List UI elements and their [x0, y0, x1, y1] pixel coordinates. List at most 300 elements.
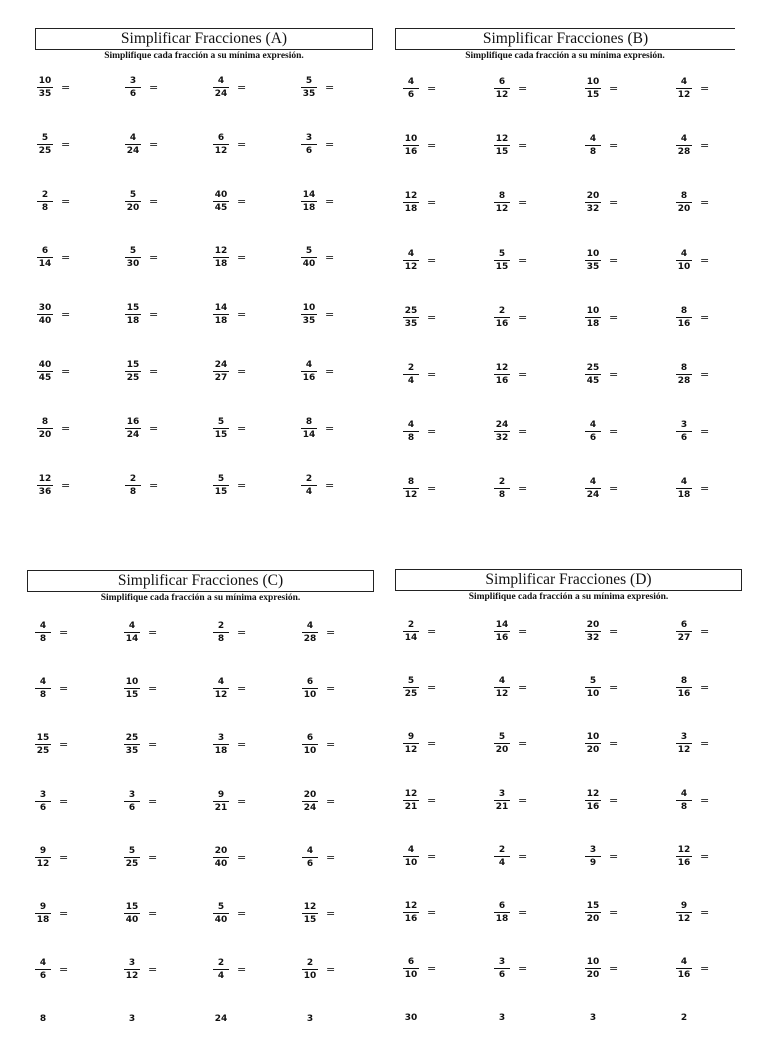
denominator: 20 [586, 745, 600, 756]
denominator: 40 [214, 915, 228, 925]
fraction-problem [302, 733, 372, 759]
denominator: 12 [495, 689, 509, 700]
numerator: 10 [586, 305, 600, 316]
equals-sign: = [237, 626, 247, 639]
denominator: 12 [214, 145, 228, 156]
denominator: 27 [214, 373, 228, 383]
denominator: 21 [404, 801, 418, 812]
denominator: 12 [36, 858, 50, 869]
denominator: 12 [404, 490, 418, 501]
denominator: 18 [302, 202, 316, 213]
numerator: 2 [403, 363, 419, 375]
numerator: 24 [214, 360, 228, 370]
equals-sign: = [518, 139, 528, 153]
numerator: 8 [494, 191, 510, 203]
fraction-problem [585, 789, 655, 815]
equals-sign: = [61, 365, 71, 378]
fraction-problem [213, 1014, 283, 1040]
denominator: 18 [126, 316, 140, 327]
fraction-problem [676, 901, 746, 927]
fraction [585, 249, 601, 272]
fraction-problem [124, 621, 194, 647]
fraction [37, 190, 53, 213]
fraction-problem [37, 417, 107, 443]
fraction-problem [494, 134, 564, 160]
fraction [585, 957, 601, 980]
denominator: 18 [214, 746, 228, 757]
fraction-problem [213, 133, 283, 159]
fraction-problem [213, 246, 283, 272]
numerator: 15 [126, 360, 140, 370]
fraction-problem [585, 845, 655, 871]
fraction [213, 677, 229, 700]
numerator: 10 [586, 248, 600, 259]
equals-sign: = [609, 906, 619, 919]
denominator: 24 [126, 429, 140, 440]
denominator: 6 [680, 433, 688, 444]
equals-sign: = [427, 482, 437, 496]
equals-sign: = [325, 421, 335, 435]
fraction [585, 477, 601, 500]
fraction-problem [676, 477, 746, 503]
numerator: 5 [213, 474, 229, 486]
numerator: 4 [213, 677, 229, 689]
numerator: 30 [404, 1013, 418, 1024]
numerator: 24 [214, 1014, 228, 1025]
fraction [585, 363, 601, 386]
fraction [403, 134, 419, 157]
denominator: 25 [125, 858, 139, 869]
fraction [585, 77, 601, 100]
denominator: 24 [303, 802, 317, 813]
fraction [37, 133, 53, 156]
equals-sign: = [427, 737, 437, 751]
fraction [302, 677, 318, 700]
fraction-problem [35, 958, 105, 984]
denominator: 10 [303, 971, 317, 982]
numerator: 8 [39, 1014, 47, 1025]
equals-sign: = [700, 482, 710, 496]
numerator: 4 [403, 249, 419, 261]
equals-sign: = [518, 253, 528, 267]
fraction-problem [37, 474, 107, 500]
fraction-problem [494, 363, 564, 389]
equals-sign: = [61, 137, 71, 151]
fraction-problem [403, 363, 473, 389]
numerator: 3 [124, 958, 140, 970]
fraction-problem [585, 901, 655, 927]
equals-sign: = [700, 253, 710, 267]
fraction-problem [585, 1013, 655, 1039]
fraction [301, 360, 317, 383]
numerator: 9 [35, 902, 51, 914]
fraction [124, 621, 140, 644]
numerator: 2 [125, 474, 141, 486]
fraction [213, 303, 229, 326]
fraction-problem [37, 190, 107, 216]
fraction-problem [585, 620, 655, 646]
fraction [585, 901, 601, 924]
numerator: 20 [586, 620, 600, 630]
equals-sign: = [325, 478, 335, 492]
fraction-problem [302, 1014, 372, 1040]
fraction [676, 901, 692, 924]
equals-sign: = [427, 139, 437, 153]
fraction [403, 620, 419, 643]
equals-sign: = [148, 682, 158, 696]
fraction-problem [125, 303, 195, 329]
numerator: 12 [495, 363, 509, 373]
fraction [494, 363, 510, 386]
fraction [124, 677, 140, 700]
equals-sign: = [237, 365, 247, 378]
fraction [403, 732, 419, 755]
denominator: 15 [495, 261, 509, 272]
denominator: 4 [305, 486, 313, 497]
fraction-problem [301, 303, 371, 329]
fraction [676, 957, 692, 980]
equals-sign: = [518, 625, 528, 638]
numerator: 8 [676, 306, 692, 318]
denominator: 12 [214, 690, 228, 701]
denominator: 18 [495, 914, 509, 924]
numerator: 12 [404, 788, 418, 799]
fraction-problem [125, 76, 195, 102]
equals-sign: = [700, 906, 710, 919]
fraction [403, 957, 419, 980]
numerator: 3 [125, 76, 141, 88]
fraction [213, 902, 229, 925]
equals-sign: = [427, 425, 437, 439]
fraction-problem [124, 1014, 194, 1040]
fraction-problem [301, 417, 371, 443]
fraction [213, 76, 229, 99]
equals-sign: = [427, 849, 437, 863]
equals-sign: = [61, 478, 71, 492]
equals-sign: = [427, 681, 437, 695]
fraction [37, 76, 53, 99]
fraction [494, 901, 510, 924]
equals-sign: = [237, 478, 247, 492]
equals-sign: = [326, 682, 336, 696]
numerator: 4 [403, 420, 419, 432]
fraction [494, 306, 510, 329]
denominator: 25 [36, 746, 50, 757]
fraction [124, 733, 140, 756]
equals-sign: = [427, 196, 437, 210]
worksheet-instructions: Simplifique cada fracción a su mínima expresión. [465, 51, 665, 61]
fraction [585, 1013, 601, 1024]
fraction-problem [494, 620, 564, 646]
fraction [301, 303, 317, 326]
equals-sign: = [325, 365, 335, 378]
equals-sign: = [325, 194, 335, 208]
numerator: 6 [213, 133, 229, 145]
equals-sign: = [609, 793, 619, 807]
denominator: 8 [498, 490, 506, 501]
numerator: 3 [301, 133, 317, 145]
fraction [35, 846, 51, 869]
denominator: 20 [495, 745, 509, 756]
fraction-problem [403, 1013, 473, 1039]
numerator: 12 [404, 191, 418, 202]
fraction [125, 417, 141, 440]
fraction-problem [37, 76, 107, 102]
fraction [403, 789, 419, 812]
fraction-problem [302, 846, 372, 872]
fraction [585, 789, 601, 812]
numerator: 9 [35, 846, 51, 858]
numerator: 10 [586, 957, 600, 968]
denominator: 12 [404, 261, 418, 272]
numerator: 9 [403, 732, 419, 744]
fraction [213, 417, 229, 440]
numerator: 5 [124, 846, 140, 858]
fraction-problem [494, 77, 564, 103]
worksheet-title: Simplificar Fracciones (C) [27, 570, 374, 592]
fraction [403, 191, 419, 214]
fraction [585, 676, 601, 699]
equals-sign: = [237, 963, 247, 977]
denominator: 14 [404, 633, 418, 643]
numerator: 4 [302, 846, 318, 858]
fraction-problem [302, 790, 372, 816]
fraction-problem [494, 901, 564, 927]
fraction-problem [676, 1013, 746, 1039]
denominator: 10 [677, 261, 691, 272]
fraction-problem [301, 360, 371, 386]
numerator: 6 [403, 957, 419, 969]
fraction [125, 303, 141, 326]
fraction [125, 133, 141, 156]
equals-sign: = [518, 737, 528, 751]
fraction-problem [494, 249, 564, 275]
equals-sign: = [518, 368, 528, 381]
denominator: 10 [586, 689, 600, 700]
fraction-problem [124, 902, 194, 928]
denominator: 12 [677, 745, 691, 756]
numerator: 12 [495, 134, 509, 145]
denominator: 16 [677, 318, 691, 329]
fraction-problem [494, 191, 564, 217]
numerator: 2 [494, 477, 510, 489]
numerator: 16 [126, 416, 140, 427]
fraction [676, 420, 692, 443]
equals-sign: = [609, 962, 619, 976]
fraction-problem [301, 474, 371, 500]
denominator: 12 [125, 971, 139, 982]
equals-sign: = [325, 137, 335, 151]
fraction-problem [403, 789, 473, 815]
fraction-problem [585, 191, 655, 217]
fraction [494, 420, 510, 443]
denominator: 20 [126, 202, 140, 213]
fraction-problem [213, 790, 283, 816]
equals-sign: = [700, 310, 710, 324]
fraction-problem [213, 677, 283, 703]
fraction [301, 190, 317, 213]
fraction [676, 732, 692, 755]
denominator: 32 [586, 204, 600, 215]
equals-sign: = [149, 365, 159, 378]
fraction-problem [676, 789, 746, 815]
fraction-problem [213, 417, 283, 443]
fraction-problem [301, 246, 371, 272]
numerator: 2 [494, 306, 510, 318]
equals-sign: = [149, 478, 159, 492]
denominator: 35 [302, 89, 316, 99]
denominator: 45 [586, 376, 600, 386]
fraction [301, 246, 317, 269]
numerator: 9 [676, 901, 692, 913]
equals-sign: = [609, 425, 619, 439]
equals-sign: = [609, 737, 619, 751]
denominator: 14 [38, 259, 52, 270]
denominator: 20 [586, 914, 600, 924]
denominator: 35 [38, 89, 52, 99]
numerator: 2 [403, 620, 419, 632]
numerator: 6 [37, 246, 53, 258]
equals-sign: = [326, 907, 336, 920]
fraction-problem [35, 790, 105, 816]
fraction [213, 474, 229, 497]
fraction [125, 246, 141, 269]
denominator: 8 [129, 486, 137, 497]
denominator: 6 [407, 90, 415, 100]
numerator: 4 [676, 957, 692, 969]
denominator: 15 [586, 90, 600, 100]
numerator: 12 [38, 473, 52, 484]
equals-sign: = [237, 682, 247, 696]
fraction-problem [124, 958, 194, 984]
fraction-problem [301, 190, 371, 216]
fraction [37, 417, 53, 440]
fraction [35, 790, 51, 813]
equals-sign: = [609, 310, 619, 324]
denominator: 35 [125, 746, 139, 757]
numerator: 5 [213, 902, 229, 914]
equals-sign: = [148, 626, 158, 639]
equals-sign: = [61, 81, 71, 94]
equals-sign: = [518, 196, 528, 210]
denominator: 45 [38, 373, 52, 383]
fraction [494, 1013, 510, 1024]
equals-sign: = [609, 196, 619, 210]
equals-sign: = [148, 850, 158, 864]
denominator: 6 [589, 433, 597, 444]
equals-sign: = [59, 794, 69, 808]
fraction-problem [213, 76, 283, 102]
fraction-problem [124, 733, 194, 759]
worksheet-instructions: Simplifique cada fracción a su mínima expresión. [100, 593, 301, 603]
fraction-problem [494, 789, 564, 815]
numerator: 6 [302, 733, 318, 745]
equals-sign: = [237, 194, 247, 208]
numerator: 4 [676, 134, 692, 146]
numerator: 8 [301, 417, 317, 429]
numerator: 5 [301, 76, 317, 88]
fraction-problem [125, 417, 195, 443]
fraction [676, 676, 692, 699]
denominator: 6 [305, 145, 313, 156]
fraction-problem [213, 190, 283, 216]
fraction-problem [403, 676, 473, 702]
numerator: 8 [676, 676, 692, 688]
denominator: 18 [214, 259, 228, 270]
denominator: 14 [302, 429, 316, 440]
fraction-problem [124, 790, 194, 816]
denominator: 8 [407, 433, 415, 444]
numerator: 3 [676, 732, 692, 744]
numerator: 30 [38, 303, 52, 314]
fraction-problem [494, 477, 564, 503]
denominator: 15 [303, 915, 317, 925]
fraction-problem [125, 360, 195, 386]
numerator: 3 [498, 1013, 506, 1024]
fraction [37, 246, 53, 269]
fraction [676, 249, 692, 272]
fraction [302, 958, 318, 981]
equals-sign: = [609, 849, 619, 863]
numerator: 40 [38, 360, 52, 370]
equals-sign: = [427, 793, 437, 807]
fraction-problem [403, 845, 473, 871]
numerator: 15 [125, 902, 139, 912]
equals-sign: = [149, 137, 159, 151]
equals-sign: = [609, 82, 619, 95]
fraction-problem [37, 303, 107, 329]
equals-sign: = [700, 793, 710, 807]
numerator: 25 [404, 305, 418, 316]
fraction [494, 957, 510, 980]
numerator: 10 [302, 303, 316, 314]
fraction-problem [676, 191, 746, 217]
fraction-problem [35, 902, 105, 928]
worksheet-instructions: Simplifique cada fracción a su mínima expresión. [104, 51, 304, 61]
fraction-problem [494, 676, 564, 702]
fraction [676, 789, 692, 812]
denominator: 16 [495, 318, 509, 329]
equals-sign: = [518, 906, 528, 919]
denominator: 40 [302, 259, 316, 270]
numerator: 4 [585, 134, 601, 146]
numerator: 5 [585, 676, 601, 688]
fraction [213, 621, 229, 644]
worksheet-instructions: Simplifique cada fracción a su mínima expresión. [468, 592, 669, 602]
denominator: 24 [586, 490, 600, 501]
equals-sign: = [237, 421, 247, 435]
fraction-problem [35, 677, 105, 703]
equals-sign: = [427, 82, 437, 95]
denominator: 12 [677, 90, 691, 100]
numerator: 5 [301, 246, 317, 258]
fraction [676, 845, 692, 868]
denominator: 16 [302, 373, 316, 383]
fraction [125, 190, 141, 213]
numerator: 4 [494, 676, 510, 688]
denominator: 15 [214, 429, 228, 440]
numerator: 3 [589, 1013, 597, 1024]
numerator: 20 [586, 191, 600, 202]
fraction [403, 420, 419, 443]
denominator: 18 [586, 318, 600, 329]
numerator: 25 [125, 733, 139, 744]
denominator: 24 [214, 89, 228, 99]
denominator: 20 [586, 970, 600, 981]
fraction-problem [403, 732, 473, 758]
fraction [676, 363, 692, 386]
denominator: 36 [38, 486, 52, 497]
